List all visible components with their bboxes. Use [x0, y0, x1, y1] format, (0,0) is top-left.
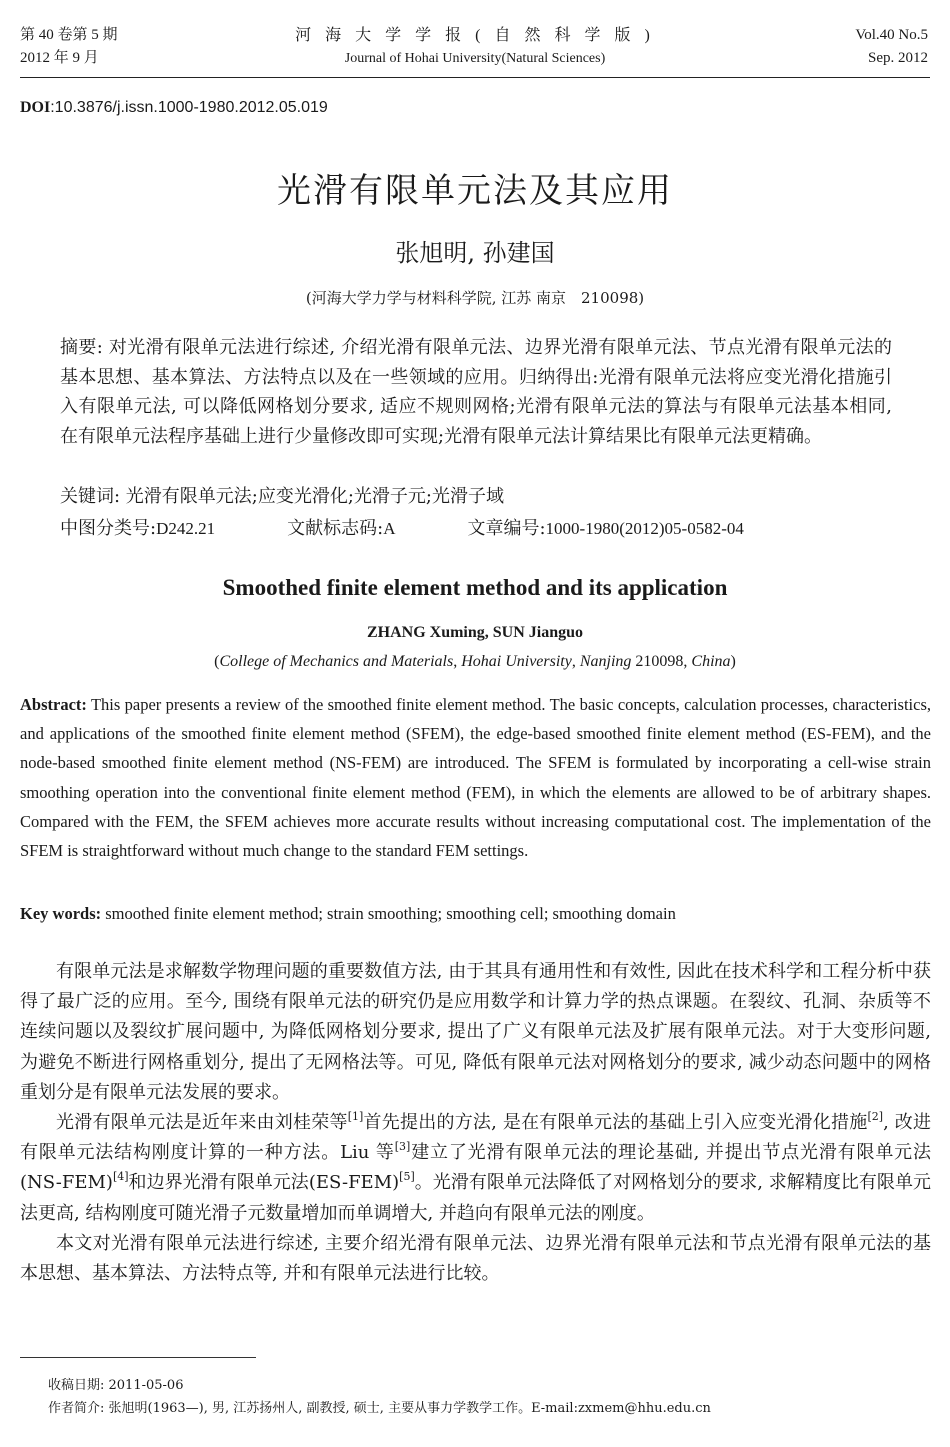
doi-value[interactable]: :10.3876/j.issn.1000-1980.2012.05.019 [50, 99, 328, 116]
abstract-cn: 摘要: 对光滑有限单元法进行综述, 介绍光滑有限单元法、边界光滑有限单元法、节点光滑有限单元法的基本思想、基本算法、方法特点以及在一些领域的应用。归纳得出:光滑有限单元法将应变光滑化措施引入有限单元法, 可以降低网格划分要求, 适应不规则网格;光滑有限单元法的算法与有限单元法基本相同, 在有限单元法程序基础上进行少量修改即可实现;光滑有限单元法计算结果比有限单元法更精确。 [60, 337, 892, 447]
keywords-en-text: smoothed finite element method; strain smoothing; smoothing cell; smoothing domain [101, 904, 676, 923]
body-paragraph-3: 本文对光滑有限单元法进行综述, 主要介绍光滑有限单元法、边界光滑有限单元法和节点光滑有限单元法的基本思想、基本算法、方法特点等, 并和有限单元法进行比较。 [20, 1232, 931, 1285]
header-rule [20, 77, 930, 78]
authors-en: ZHANG Xuming, SUN Jianguo [366, 624, 584, 641]
doi [20, 99, 328, 117]
title-en: Smoothed finite element method and its application [222, 575, 728, 600]
affil-college: College of Mechanics and Materials [219, 653, 454, 670]
citation-ref-4[interactable]: [4] [112, 1170, 129, 1184]
affil-country: China [691, 653, 731, 670]
authors-cn: 张旭明, 孙建国 [395, 239, 555, 267]
journal-name-en: Journal of Hohai University(Natural Sciences) [344, 51, 606, 66]
clc-label: 中图分类号: [60, 518, 157, 539]
keywords-en-label: Key words: [20, 904, 102, 923]
article-no-label: 文章编号: [467, 518, 546, 539]
doc-code-value: A [383, 519, 396, 538]
doi-label: DOI [20, 99, 51, 116]
doc-code-label: 文献标志码: [287, 518, 384, 539]
affiliation-en: (College of Mechanics and Materials, Hohai University, Nanjing 210098, China) [214, 653, 736, 670]
footnote-received-date: 收稿日期: 2011-05-06 [48, 1378, 184, 1393]
citation-ref-1[interactable]: [1] [347, 1110, 364, 1124]
affil-city: Nanjing [579, 653, 632, 670]
abstract-en [20, 690, 931, 865]
abstract-en-label: Abstract: [20, 695, 87, 714]
footnote-rule [20, 1357, 256, 1358]
journal-name-cn: 河 海 大 学 学 报 ( 自 然 科 学 版 ) [295, 27, 655, 44]
keywords-cn: 关键词: 光滑有限单元法;应变光滑化;光滑子元;光滑子域 [60, 486, 504, 507]
article-no-value: 1000-1980(2012)05-0582-04 [545, 519, 744, 538]
citation-ref-3[interactable]: [3] [394, 1140, 411, 1154]
header-issue-volume: 第 40 卷第 5 期 [20, 27, 118, 43]
affil-university: Hohai University [461, 653, 572, 670]
header-volume-date: Sep. 2012 [868, 50, 928, 66]
classification-row [60, 514, 920, 540]
citation-ref-2[interactable]: [2] [867, 1110, 884, 1124]
body-text [20, 957, 931, 1289]
body-paragraph-1: 有限单元法是求解数学物理问题的重要数值方法, 由于其具有通用性和有效性, 因此在技术科学和工程分析中获得了最广泛的应用。至今, 围绕有限单元法的研究仍是应用数学和计算力学的热点课题。在裂纹、孔洞、杂质等不连续问题以及裂纹扩展问题中, 为降低网格划分要求, 提出了广义有限单元法及扩展有限单元法。对于大变形问题, 为避免不断进行网格重划分, 提出了无网格法等。可见, 降低有限单元法对网格划分的要求, 减少动态问题中的网格重划分是有限单元法发展的要求。 [20, 961, 931, 1103]
title-cn: 光滑有限单元法及其应用 [277, 171, 673, 211]
header-volume-number: Vol.40 No.5 [855, 27, 928, 43]
header-issue-date: 2012 年 9 月 [20, 50, 99, 66]
citation-ref-5[interactable]: [5] [399, 1170, 415, 1184]
footnote-author-bio: 作者简介: 张旭明(1963—), 男, 江苏扬州人, 副教授, 硕士, 主要从事力学教学工作。E-mail:zxmem@hhu.edu.cn [48, 1401, 711, 1416]
clc-value: D242.21 [156, 519, 216, 538]
header-journal [0, 24, 950, 70]
affiliation-cn: (河海大学力学与材料科学院, 江苏 南京 210098) [305, 289, 645, 307]
abstract-en-text: This paper presents a review of the smoothed finite element method. The basic concepts, calculation processes, characteristics, and applications of the smoothed finite element method (SFEM), the edge-based smoothed finite element method (ES-FEM), and the node-based smoothed finite element method (NS-FEM) are introduced. The SFEM is formulated by incorporating a cell-wise strain smoothing operation into the conventional finite element method (FEM), in which the elements are allowed to be of arbitrary shapes. Compared with the FEM, the SFEM achieves more accurate results without increasing computational cost. The implementation of the SFEM is straightforward without much change to the standard FEM settings. [20, 695, 931, 861]
keywords-en [20, 904, 676, 924]
body-paragraph-2: 光滑有限单元法是近年来由刘桂荣等[1]首先提出的方法, 是在有限单元法的基础上引入应变光滑化措施[2], 改进有限单元法结构刚度计算的一种方法。Liu 等[3]建立了光滑有限单元法的理论基础, 并提出节点光滑有限单元法(NS-FEM)[4]和边界光滑有限单元法(ES-FEM)[5]。光滑有限单元法降低了对网格划分的要求, 求解精度比有限单元法更高, 结构刚度可随光滑子元数量增加而单调增大, 并趋向有限单元法的刚度。 [20, 1110, 931, 1224]
header-volume [855, 24, 928, 70]
